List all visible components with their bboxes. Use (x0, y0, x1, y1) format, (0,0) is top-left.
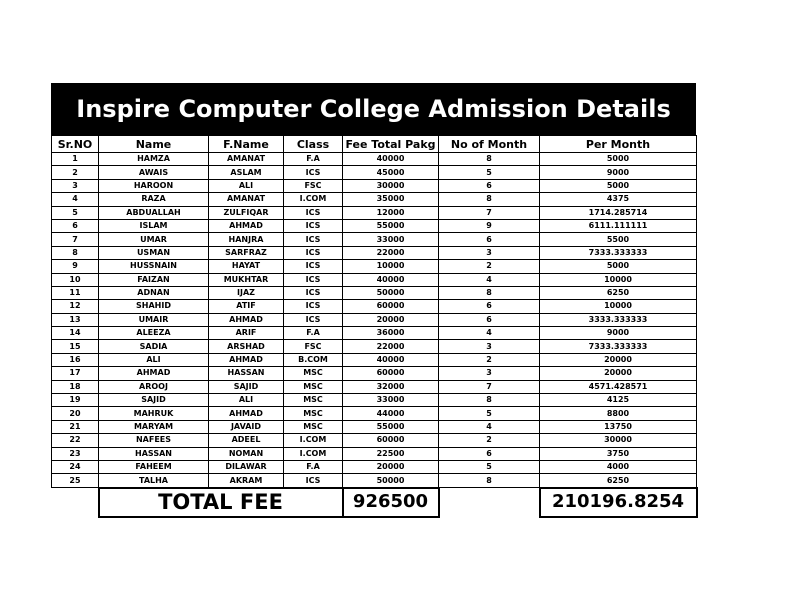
cell-father-name: HANJRA (209, 233, 284, 246)
cell-sr-no: 17 (52, 367, 99, 380)
cell-per-month: 3750 (540, 447, 697, 460)
cell-fee-total: 35000 (343, 193, 439, 206)
cell-per-month: 7333.333333 (540, 340, 697, 353)
cell-months: 2 (439, 353, 540, 366)
cell-class: ICS (284, 300, 343, 313)
cell-class: MSC (284, 367, 343, 380)
cell-father-name: AHMAD (209, 407, 284, 420)
cell-months: 6 (439, 447, 540, 460)
cell-class: ICS (284, 233, 343, 246)
cell-name: FAHEEM (99, 460, 209, 473)
cell-father-name: ATIF (209, 300, 284, 313)
cell-months: 7 (439, 206, 540, 219)
table-row (52, 394, 697, 407)
cell-fee-total: 33000 (343, 394, 439, 407)
cell-months: 4 (439, 420, 540, 433)
cell-name: ALI (99, 353, 209, 366)
blank-cell (52, 488, 99, 517)
cell-per-month: 9000 (540, 327, 697, 340)
cell-name: HUSSNAIN (99, 260, 209, 273)
cell-sr-no: 5 (52, 206, 99, 219)
table-row (52, 206, 697, 219)
table-row (52, 380, 697, 393)
cell-months: 7 (439, 380, 540, 393)
cell-months: 8 (439, 394, 540, 407)
cell-father-name: AHMAD (209, 313, 284, 326)
cell-father-name: ARIF (209, 327, 284, 340)
cell-class: B.COM (284, 353, 343, 366)
cell-months: 5 (439, 460, 540, 473)
total-per-month-value: 210196.8254 (540, 488, 697, 517)
cell-name: SADIA (99, 340, 209, 353)
cell-months: 3 (439, 367, 540, 380)
cell-father-name: NOMAN (209, 447, 284, 460)
cell-months: 4 (439, 327, 540, 340)
cell-per-month: 13750 (540, 420, 697, 433)
cell-fee-total: 40000 (343, 153, 439, 166)
cell-per-month: 5500 (540, 233, 697, 246)
cell-name: ISLAM (99, 219, 209, 232)
cell-father-name: JAVAID (209, 420, 284, 433)
cell-fee-total: 60000 (343, 300, 439, 313)
cell-father-name: HASSAN (209, 367, 284, 380)
cell-per-month: 8800 (540, 407, 697, 420)
table-row (52, 260, 697, 273)
cell-sr-no: 6 (52, 219, 99, 232)
cell-class: MSC (284, 394, 343, 407)
cell-father-name: AMANAT (209, 153, 284, 166)
table-row (52, 179, 697, 192)
table-row (52, 219, 697, 232)
total-row (52, 488, 697, 517)
cell-sr-no: 9 (52, 260, 99, 273)
table-row (52, 340, 697, 353)
cell-months: 6 (439, 179, 540, 192)
table-row (52, 153, 697, 166)
cell-per-month: 4375 (540, 193, 697, 206)
cell-name: SAJID (99, 394, 209, 407)
cell-name: HASSAN (99, 447, 209, 460)
cell-sr-no: 24 (52, 460, 99, 473)
cell-father-name: SAJID (209, 380, 284, 393)
cell-class: ICS (284, 313, 343, 326)
cell-fee-total: 36000 (343, 327, 439, 340)
cell-father-name: AHMAD (209, 219, 284, 232)
table-row (52, 233, 697, 246)
cell-father-name: DILAWAR (209, 460, 284, 473)
cell-fee-total: 10000 (343, 260, 439, 273)
cell-father-name: AKRAM (209, 474, 284, 488)
cell-father-name: SARFRAZ (209, 246, 284, 259)
cell-sr-no: 23 (52, 447, 99, 460)
cell-fee-total: 20000 (343, 460, 439, 473)
cell-class: ICS (284, 219, 343, 232)
cell-months: 8 (439, 286, 540, 299)
table-row (52, 434, 697, 447)
cell-per-month: 30000 (540, 434, 697, 447)
cell-father-name: AHMAD (209, 353, 284, 366)
cell-father-name: ARSHAD (209, 340, 284, 353)
cell-sr-no: 14 (52, 327, 99, 340)
cell-per-month: 6250 (540, 474, 697, 488)
cell-name: USMAN (99, 246, 209, 259)
cell-per-month: 4571.428571 (540, 380, 697, 393)
cell-per-month: 5000 (540, 153, 697, 166)
cell-name: AHMAD (99, 367, 209, 380)
table-body (52, 153, 697, 488)
cell-fee-total: 33000 (343, 233, 439, 246)
cell-class: ICS (284, 206, 343, 219)
header-name: Name (99, 136, 209, 153)
cell-months: 3 (439, 340, 540, 353)
cell-per-month: 20000 (540, 353, 697, 366)
cell-fee-total: 22000 (343, 340, 439, 353)
cell-name: UMAIR (99, 313, 209, 326)
cell-months: 6 (439, 300, 540, 313)
table-row (52, 327, 697, 340)
cell-months: 8 (439, 153, 540, 166)
table-row (52, 474, 697, 488)
cell-months: 6 (439, 313, 540, 326)
cell-sr-no: 3 (52, 179, 99, 192)
cell-class: ICS (284, 273, 343, 286)
cell-name: AROOJ (99, 380, 209, 393)
cell-per-month: 5000 (540, 260, 697, 273)
cell-class: I.COM (284, 447, 343, 460)
cell-name: HAROON (99, 179, 209, 192)
cell-months: 3 (439, 246, 540, 259)
cell-name: SHAHID (99, 300, 209, 313)
cell-per-month: 10000 (540, 300, 697, 313)
cell-months: 5 (439, 166, 540, 179)
cell-per-month: 3333.333333 (540, 313, 697, 326)
table-row (52, 193, 697, 206)
cell-class: ICS (284, 260, 343, 273)
cell-months: 9 (439, 219, 540, 232)
table-row (52, 246, 697, 259)
total-fee-label: TOTAL FEE (99, 488, 343, 517)
cell-father-name: AMANAT (209, 193, 284, 206)
cell-class: MSC (284, 380, 343, 393)
cell-class: FSC (284, 179, 343, 192)
cell-fee-total: 55000 (343, 420, 439, 433)
cell-father-name: ALI (209, 394, 284, 407)
cell-per-month: 4125 (540, 394, 697, 407)
cell-name: ADNAN (99, 286, 209, 299)
cell-name: RAZA (99, 193, 209, 206)
header-row (52, 136, 697, 153)
cell-sr-no: 18 (52, 380, 99, 393)
cell-fee-total: 50000 (343, 286, 439, 299)
cell-per-month: 1714.285714 (540, 206, 697, 219)
header-per-month: Per Month (540, 136, 697, 153)
cell-per-month: 6111.111111 (540, 219, 697, 232)
header-sr-no: Sr.NO (52, 136, 99, 153)
cell-fee-total: 30000 (343, 179, 439, 192)
cell-months: 2 (439, 434, 540, 447)
header-fee-total: Fee Total Pakg (343, 136, 439, 153)
cell-sr-no: 11 (52, 286, 99, 299)
cell-name: ABDUALLAH (99, 206, 209, 219)
cell-sr-no: 21 (52, 420, 99, 433)
cell-per-month: 6250 (540, 286, 697, 299)
cell-fee-total: 12000 (343, 206, 439, 219)
cell-sr-no: 20 (52, 407, 99, 420)
cell-fee-total: 60000 (343, 434, 439, 447)
cell-per-month: 10000 (540, 273, 697, 286)
cell-per-month: 4000 (540, 460, 697, 473)
cell-name: UMAR (99, 233, 209, 246)
cell-fee-total: 45000 (343, 166, 439, 179)
cell-fee-total: 22000 (343, 246, 439, 259)
cell-name: MARYAM (99, 420, 209, 433)
cell-father-name: ADEEL (209, 434, 284, 447)
sheet-title: Inspire Computer College Admission Details (51, 83, 696, 135)
cell-months: 2 (439, 260, 540, 273)
cell-fee-total: 40000 (343, 353, 439, 366)
table-row (52, 166, 697, 179)
cell-class: F.A (284, 460, 343, 473)
cell-months: 4 (439, 273, 540, 286)
cell-father-name: ZULFIQAR (209, 206, 284, 219)
cell-class: MSC (284, 407, 343, 420)
cell-sr-no: 16 (52, 353, 99, 366)
table-row (52, 286, 697, 299)
total-fee-value: 926500 (343, 488, 439, 517)
table-row (52, 447, 697, 460)
cell-sr-no: 25 (52, 474, 99, 488)
cell-class: ICS (284, 286, 343, 299)
cell-per-month: 9000 (540, 166, 697, 179)
cell-name: HAMZA (99, 153, 209, 166)
admission-table (51, 135, 698, 518)
cell-fee-total: 20000 (343, 313, 439, 326)
cell-name: MAHRUK (99, 407, 209, 420)
cell-name: ALEEZA (99, 327, 209, 340)
table-row (52, 273, 697, 286)
table-row (52, 300, 697, 313)
cell-fee-total: 44000 (343, 407, 439, 420)
cell-class: ICS (284, 166, 343, 179)
cell-class: F.A (284, 327, 343, 340)
cell-name: NAFEES (99, 434, 209, 447)
table-row (52, 367, 697, 380)
cell-class: MSC (284, 420, 343, 433)
cell-class: ICS (284, 474, 343, 488)
cell-fee-total: 22500 (343, 447, 439, 460)
admission-sheet (51, 83, 696, 518)
cell-sr-no: 7 (52, 233, 99, 246)
cell-sr-no: 1 (52, 153, 99, 166)
cell-class: I.COM (284, 434, 343, 447)
cell-name: TALHA (99, 474, 209, 488)
cell-class: F.A (284, 153, 343, 166)
cell-name: AWAIS (99, 166, 209, 179)
table-row (52, 313, 697, 326)
table-row (52, 420, 697, 433)
cell-name: FAIZAN (99, 273, 209, 286)
cell-sr-no: 10 (52, 273, 99, 286)
cell-sr-no: 8 (52, 246, 99, 259)
cell-father-name: MUKHTAR (209, 273, 284, 286)
cell-class: ICS (284, 246, 343, 259)
header-months: No of Month (439, 136, 540, 153)
cell-class: FSC (284, 340, 343, 353)
cell-class: I.COM (284, 193, 343, 206)
cell-sr-no: 15 (52, 340, 99, 353)
cell-per-month: 20000 (540, 367, 697, 380)
cell-father-name: IJAZ (209, 286, 284, 299)
cell-sr-no: 4 (52, 193, 99, 206)
cell-fee-total: 55000 (343, 219, 439, 232)
cell-per-month: 7333.333333 (540, 246, 697, 259)
cell-months: 6 (439, 233, 540, 246)
header-class: Class (284, 136, 343, 153)
cell-fee-total: 60000 (343, 367, 439, 380)
cell-father-name: ALI (209, 179, 284, 192)
blank-cell (439, 488, 540, 517)
header-father-name: F.Name (209, 136, 284, 153)
cell-months: 8 (439, 474, 540, 488)
cell-sr-no: 13 (52, 313, 99, 326)
cell-per-month: 5000 (540, 179, 697, 192)
cell-sr-no: 19 (52, 394, 99, 407)
table-row (52, 353, 697, 366)
table-row (52, 407, 697, 420)
cell-fee-total: 50000 (343, 474, 439, 488)
table-row (52, 460, 697, 473)
cell-months: 8 (439, 193, 540, 206)
cell-sr-no: 22 (52, 434, 99, 447)
cell-fee-total: 32000 (343, 380, 439, 393)
cell-fee-total: 40000 (343, 273, 439, 286)
cell-sr-no: 2 (52, 166, 99, 179)
cell-father-name: ASLAM (209, 166, 284, 179)
cell-father-name: HAYAT (209, 260, 284, 273)
cell-sr-no: 12 (52, 300, 99, 313)
cell-months: 5 (439, 407, 540, 420)
